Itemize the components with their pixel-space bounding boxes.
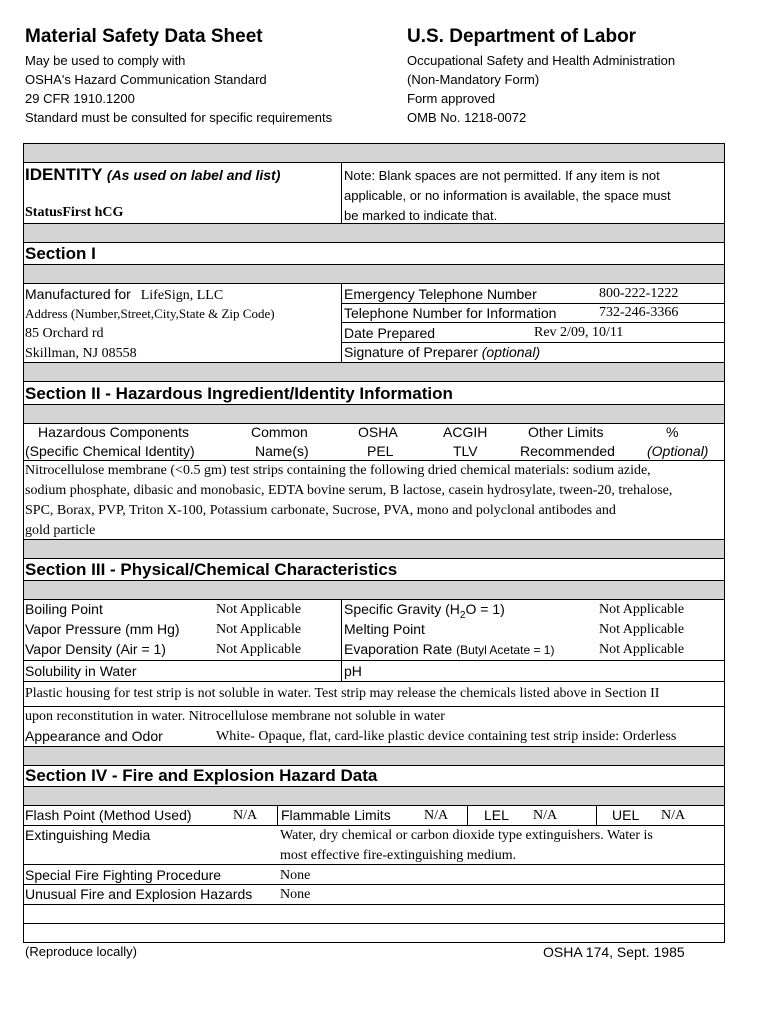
specific-gravity-label-pre: Specific Gravity (H	[344, 601, 460, 617]
row-line	[23, 923, 725, 924]
vapor-pressure-label: Vapor Pressure (mm Hg)	[25, 621, 180, 637]
evaporation-rate-note: (Butyl Acetate = 1)	[456, 643, 555, 657]
vapor-pressure-value[interactable]: Not Applicable	[216, 622, 302, 637]
special-procedure-label: Special Fire Fighting Procedure	[25, 867, 222, 883]
address-line-1[interactable]: 85 Orchard rd	[25, 326, 104, 341]
manufacturer-row	[25, 285, 223, 305]
gray-band	[23, 404, 725, 424]
unusual-hazards-label: Unusual Fire and Explosion Hazards	[25, 886, 253, 902]
manufacturer-value[interactable]: LifeSign, LLC	[140, 288, 224, 303]
lel-label: LEL	[484, 807, 509, 823]
divider	[341, 163, 342, 224]
gray-band	[23, 786, 725, 806]
flash-point-value[interactable]: N/A	[233, 808, 258, 823]
boiling-point-label: Boiling Point	[25, 601, 103, 617]
subtitle-line: OSHA's Hazard Communication Standard	[25, 72, 267, 87]
identity-heading	[25, 165, 280, 185]
uel-label: UEL	[612, 807, 640, 823]
agency-title: U.S. Department of Labor	[407, 26, 637, 47]
appearance-label: Appearance and Odor	[25, 728, 163, 744]
extinguishing-media-label: Extinguishing Media	[25, 827, 151, 843]
gray-band	[23, 539, 725, 559]
uel-value[interactable]: N/A	[661, 808, 686, 823]
section-3-title: Section III - Physical/Chemical Characteristics	[25, 560, 398, 579]
row-line	[23, 681, 725, 682]
agency-line: (Non-Mandatory Form)	[407, 72, 540, 87]
solubility-label: Solubility in Water	[25, 663, 137, 679]
agency-line: Occupational Safety and Health Administration	[407, 53, 676, 68]
section-2-title: Section II - Hazardous Ingredient/Identity Information	[25, 384, 453, 403]
specific-gravity-label-post: O = 1)	[465, 601, 505, 617]
row-line	[23, 904, 725, 905]
address-line-2[interactable]: Skillman, NJ 08558	[25, 346, 137, 361]
agency-line: OMB No. 1218-0072	[407, 110, 527, 125]
gray-band	[23, 362, 725, 382]
evaporation-rate-value[interactable]: Not Applicable	[599, 642, 685, 657]
divider	[467, 806, 468, 825]
special-procedure-value[interactable]: None	[280, 868, 311, 883]
gray-band	[23, 580, 725, 600]
row-line	[23, 864, 725, 865]
blank-space-note	[344, 166, 671, 226]
ingredient-line: Nitrocellulose membrane (<0.5 gm) test strips containing the following dried chemical materials: sodium azide,	[25, 463, 651, 478]
col-header-osha-top: OSHA	[358, 424, 398, 440]
ingredient-line: gold particle	[25, 523, 96, 538]
col-header-percent-top: %	[666, 424, 679, 440]
solubility-text-2[interactable]: upon reconstitution in water. Nitrocellulose membrane not soluble in water	[25, 709, 445, 724]
ingredient-line: SPC, Borax, PVP, Triton X-100, Potassium carbonate, Sucrose, PVA, mono and polyclonal antibodes and	[25, 503, 616, 518]
ph-label: pH	[344, 663, 362, 679]
gray-band	[23, 143, 725, 163]
specific-gravity-value[interactable]: Not Applicable	[599, 602, 685, 617]
address-label: Address (Number,Street,City,State & Zip Code)	[25, 306, 275, 321]
divider	[341, 600, 342, 681]
gray-band	[23, 264, 725, 284]
col-header-other-bottom: Recommended	[520, 443, 615, 459]
col-header-osha-bottom: PEL	[367, 443, 394, 459]
identity-label: IDENTITY	[25, 165, 103, 184]
col-header-components-bottom: (Specific Chemical Identity)	[25, 443, 195, 459]
emergency-phone-label: Emergency Telephone Number	[344, 286, 537, 302]
agency-line: Form approved	[407, 91, 496, 106]
info-phone-value[interactable]: 732-246-3366	[599, 305, 679, 320]
row-line	[23, 706, 725, 707]
gray-band	[23, 223, 725, 243]
flash-point-label: Flash Point (Method Used)	[25, 807, 192, 823]
vapor-density-label: Vapor Density (Air = 1)	[25, 641, 166, 657]
footer-form-number: OSHA 174, Sept. 1985	[543, 944, 685, 960]
note-line: be marked to indicate that.	[344, 208, 498, 223]
col-header-common-bottom: Name(s)	[255, 443, 309, 459]
row-line	[341, 322, 725, 323]
col-header-percent-bottom: (Optional)	[647, 443, 709, 459]
col-header-other-top: Other Limits	[528, 424, 604, 440]
date-prepared-value[interactable]: Rev 2/09, 10/11	[534, 325, 624, 340]
product-name[interactable]: StatusFirst hCG	[25, 205, 124, 220]
section-1-title: Section I	[25, 244, 96, 263]
agency-info-block	[407, 51, 675, 127]
form-title: Material Safety Data Sheet	[25, 26, 263, 47]
flammable-limits-label: Flammable Limits	[281, 807, 391, 823]
subtitle-line: May be used to comply with	[25, 53, 186, 68]
evaporation-rate-row	[344, 640, 554, 659]
extinguishing-line: Water, dry chemical or carbon dioxide type extinguishers. Water is	[280, 828, 653, 843]
extinguishing-media-value[interactable]	[280, 826, 653, 866]
lel-value[interactable]: N/A	[533, 808, 558, 823]
info-phone-label: Telephone Number for Information	[344, 305, 557, 321]
divider	[341, 284, 342, 362]
divider	[596, 806, 597, 825]
specific-gravity-label-sub: 2	[459, 609, 466, 621]
col-header-components-top: Hazardous Components	[38, 424, 189, 440]
col-header-acgih-top: ACGIH	[443, 424, 488, 440]
appearance-value[interactable]: White- Opaque, flat, card-like plastic device containing test strip inside: Orderless	[216, 729, 677, 744]
col-header-common-top: Common	[251, 424, 308, 440]
gray-band	[23, 746, 725, 766]
signature-note: (optional)	[481, 344, 541, 360]
unusual-hazards-value[interactable]: None	[280, 887, 311, 902]
ingredient-line: sodium phosphate, dibasic and monobasic, EDTA bovine serum, B lactose, casein hydrosylate, tween-20, trehalose,	[25, 483, 673, 498]
melting-point-label: Melting Point	[344, 621, 425, 637]
ingredients-text[interactable]	[25, 461, 672, 541]
row-line	[23, 660, 725, 661]
evaporation-rate-label: Evaporation Rate	[344, 641, 453, 657]
form-subtitle-block	[25, 51, 332, 127]
date-prepared-label: Date Prepared	[344, 325, 436, 341]
flammable-limits-value[interactable]: N/A	[424, 808, 449, 823]
footer-reproduce: (Reproduce locally)	[25, 944, 137, 959]
col-header-acgih-bottom: TLV	[453, 443, 478, 459]
vapor-density-value[interactable]: Not Applicable	[216, 642, 302, 657]
manufactured-for-label: Manufactured for	[25, 286, 131, 302]
section-4-title: Section IV - Fire and Explosion Hazard Data	[25, 766, 378, 785]
divider	[277, 806, 278, 825]
solubility-text-1[interactable]: Plastic housing for test strip is not soluble in water. Test strip may release the chemicals listed above in Section II	[25, 686, 660, 701]
subtitle-line: Standard must be consulted for specific requirements	[25, 110, 333, 125]
subtitle-line: 29 CFR 1910.1200	[25, 91, 135, 106]
note-line: applicable, or no information is available, the space must	[344, 188, 671, 203]
identity-label-note: (As used on label and list)	[106, 167, 281, 183]
signature-label: Signature of Preparer	[344, 344, 478, 360]
emergency-phone-value[interactable]: 800-222-1222	[599, 286, 679, 301]
boiling-point-value[interactable]: Not Applicable	[216, 602, 302, 617]
extinguishing-line: most effective fire-extinguishing medium.	[280, 848, 517, 863]
signature-row[interactable]	[344, 343, 540, 361]
melting-point-value[interactable]: Not Applicable	[599, 622, 685, 637]
note-line: Note: Blank spaces are not permitted. If any item is not	[344, 168, 660, 183]
